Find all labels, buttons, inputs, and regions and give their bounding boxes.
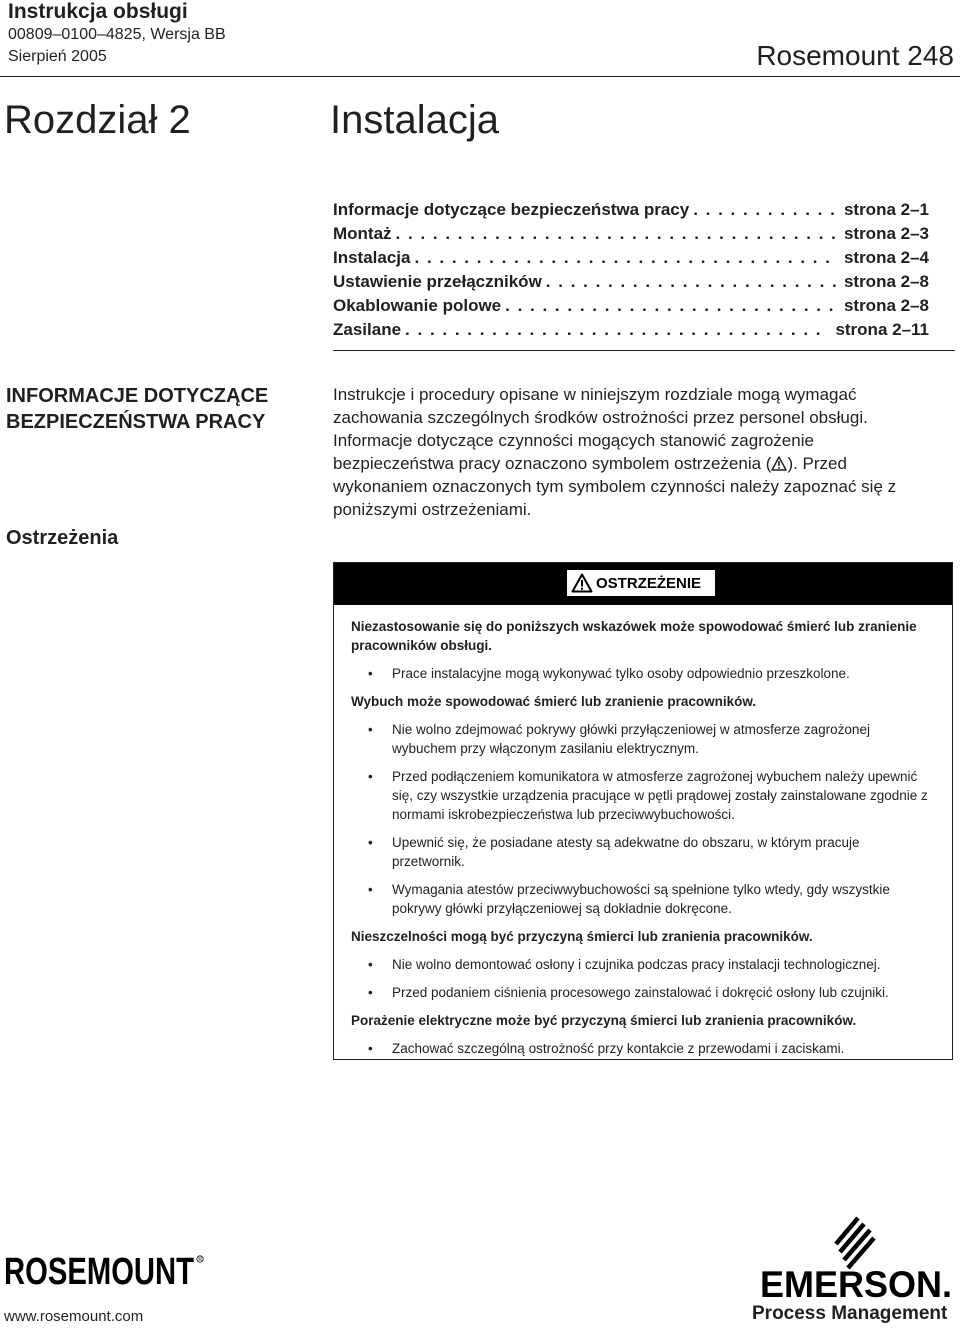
warning-label bbox=[567, 570, 715, 596]
document-type: Instrukcja obsługi bbox=[8, 0, 188, 23]
toc-entry[interactable] bbox=[333, 200, 955, 224]
toc-entry[interactable] bbox=[333, 296, 955, 320]
bullet: • bbox=[368, 957, 373, 972]
warning-item-text: Nie wolno zdejmować pokrywy główki przyłączeniowej w atmosferze zagrożonej wybuchem przy włączonym zasilaniu elektrycznym. bbox=[392, 722, 870, 756]
warning-content bbox=[351, 617, 931, 1067]
warning-item bbox=[351, 720, 931, 758]
emerson-logo bbox=[758, 1264, 956, 1304]
chapter-number: Rozdział 2 bbox=[4, 98, 191, 142]
warning-item-text: Nie wolno demontować osłony i czujnika podczas pracy instalacji technologicznej. bbox=[392, 957, 881, 972]
warning-item-text: Wymagania atestów przeciwwybuchowości są spełnione tylko wtedy, gdy wszystkie pokrywy główki przyłączeniowej są dokładnie dokręcone. bbox=[392, 882, 890, 916]
warning-item-text: Zachować szczególną ostrożność przy kontakcie z przewodami i zaciskami. bbox=[392, 1041, 845, 1056]
toc-page: strona 2–3 bbox=[843, 224, 929, 243]
section-heading bbox=[6, 383, 268, 435]
toc-label: Instalacja bbox=[333, 248, 411, 267]
warning-group-heading: Nieszczelności mogą być przyczyną śmierci lub zranienia pracowników. bbox=[351, 929, 813, 944]
toc-entry[interactable] bbox=[333, 320, 955, 344]
warning-item bbox=[351, 767, 931, 824]
toc-page: strona 2–1 bbox=[843, 200, 929, 219]
bullet: • bbox=[368, 985, 373, 1000]
warnings-subheading: Ostrzeżenia bbox=[6, 527, 119, 549]
toc-label: Zasilane bbox=[333, 320, 402, 339]
warning-item-text: Prace instalacyjne mogą wykonywać tylko osoby odpowiednio przeszkolone. bbox=[392, 666, 850, 681]
toc-leader bbox=[546, 272, 838, 292]
table-of-contents bbox=[333, 200, 955, 344]
toc-page: strona 2–8 bbox=[843, 296, 929, 315]
warning-group-heading: Niezastosowanie się do poniższych wskazówek może spowodować śmierć lub zranienie pracowników obsługi. bbox=[351, 619, 917, 653]
bullet: • bbox=[368, 1041, 373, 1056]
toc-label: Montaż bbox=[333, 224, 392, 243]
toc-label: Informacje dotyczące bezpieczeństwa pracy bbox=[333, 200, 690, 219]
warning-icon bbox=[771, 456, 787, 471]
document-number: 00809–0100–4825, Wersja BB bbox=[8, 26, 226, 43]
product-name: Rosemount 248 bbox=[756, 40, 954, 71]
website-link[interactable]: www.rosemount.com bbox=[4, 1308, 144, 1325]
warning-item-text: Przed podłączeniem komunikatora w atmosferze zagrożonej wybuchem należy upewnić się, czy wszystkie urządzenia pracujące w pętli prądowej zostały zainstalowane zgodnie z normami iskrobezpieczeństwa lub przeciwwybuchowości. bbox=[392, 769, 928, 822]
bullet: • bbox=[368, 882, 373, 897]
toc-leader bbox=[415, 248, 838, 268]
warning-item bbox=[351, 955, 931, 974]
toc-leader bbox=[405, 320, 829, 340]
toc-entry[interactable] bbox=[333, 248, 955, 272]
bullet: • bbox=[368, 769, 373, 784]
intro-text: ). Przed wykonaniem oznaczonych tym symbolem czynności należy zapoznać się z poniższymi ostrzeżeniami. bbox=[333, 454, 897, 519]
warning-item bbox=[351, 1039, 931, 1058]
toc-leader bbox=[396, 224, 838, 244]
section-heading-line: INFORMACJE DOTYCZĄCE bbox=[6, 385, 269, 407]
warning-item-text: Przed podaniem ciśnienia procesowego zainstalować i dokręcić osłony lub czujniki. bbox=[392, 985, 889, 1000]
header-divider bbox=[0, 76, 960, 77]
rosemount-logo bbox=[4, 1251, 204, 1289]
warning-banner bbox=[334, 563, 952, 605]
svg-text:EMERSON.: EMERSON. bbox=[760, 1264, 952, 1304]
toc-page: strona 2–8 bbox=[843, 272, 929, 291]
intro-text: Instrukcje i procedury opisane w niniejszym rozdziale mogą wymagać zachowania szczególnych środków ostrożności przez personel obsługi. Informacje dotyczące czynności mogących stanowić zagrożenie bezpieczeństwa pracy oznaczono symbolem ostrzeżenia ( bbox=[333, 385, 868, 473]
toc-leader bbox=[693, 200, 838, 220]
toc-label: Ustawienie przełączników bbox=[333, 272, 542, 291]
warning-icon bbox=[571, 573, 593, 593]
svg-text:ROSEMOUNT: ROSEMOUNT bbox=[4, 1251, 194, 1289]
toc-entry[interactable] bbox=[333, 224, 955, 248]
bullet: • bbox=[368, 722, 373, 737]
toc-entry[interactable] bbox=[333, 272, 955, 296]
toc-leader bbox=[505, 296, 838, 316]
warning-item bbox=[351, 833, 931, 871]
toc-page: strona 2–11 bbox=[835, 320, 929, 339]
warning-group-heading: Wybuch może spowodować śmierć lub zranienie pracowników. bbox=[351, 694, 757, 709]
intro-paragraph bbox=[333, 383, 933, 521]
company-tagline: Process Management bbox=[752, 1303, 948, 1324]
toc-label: Okablowanie polowe bbox=[333, 296, 502, 315]
chapter-title: Instalacja bbox=[330, 98, 499, 142]
svg-text:R: R bbox=[198, 1257, 203, 1263]
section-heading-line: BEZPIECZEŃSTWA PRACY bbox=[6, 411, 266, 433]
warning-item bbox=[351, 880, 931, 918]
warning-box bbox=[333, 562, 953, 1060]
toc-divider bbox=[333, 350, 955, 351]
warning-item bbox=[351, 983, 931, 1002]
warning-item bbox=[351, 664, 931, 683]
bullet: • bbox=[368, 835, 373, 850]
bullet: • bbox=[368, 666, 373, 681]
warning-group-heading: Porażenie elektryczne może być przyczyną śmierci lub zranienia pracowników. bbox=[351, 1013, 857, 1028]
document-date: Sierpień 2005 bbox=[8, 48, 107, 65]
toc-page: strona 2–4 bbox=[843, 248, 929, 267]
warning-item-text: Upewnić się, że posiadane atesty są adekwatne do obszaru, w którym pracuje przetwornik. bbox=[392, 835, 860, 869]
warning-label-text: OSTRZEŻENIE bbox=[596, 574, 702, 592]
